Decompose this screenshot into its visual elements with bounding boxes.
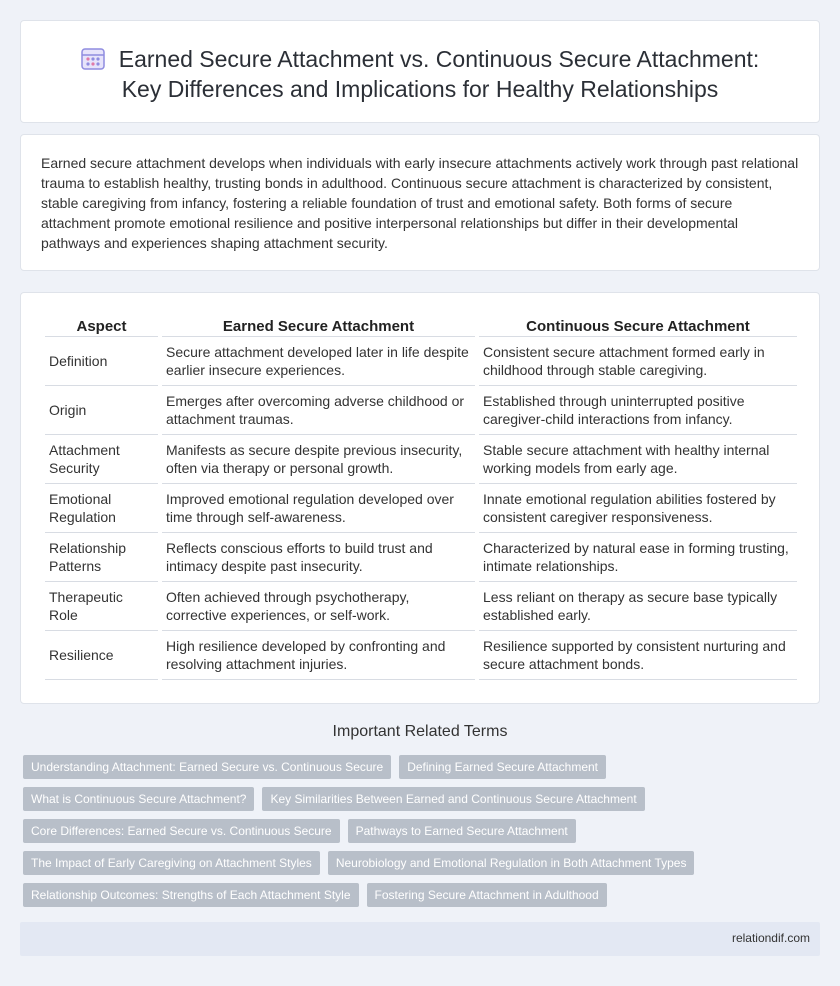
related-term-link[interactable]: Core Differences: Earned Secure vs. Continuous Secure <box>23 819 340 843</box>
table-row <box>45 484 797 533</box>
aspect-cell: Origin <box>45 386 158 435</box>
related-term-link[interactable]: The Impact of Early Caregiving on Attachment Styles <box>23 851 320 875</box>
page-title <box>21 44 819 104</box>
comparison-card <box>20 292 820 704</box>
footer <box>20 922 820 956</box>
tag-row <box>23 755 743 779</box>
title-card <box>20 20 820 123</box>
header-earned: Earned Secure Attachment <box>162 315 475 337</box>
continuous-cell: Consistent secure attachment formed early in childhood through stable caregiving. <box>479 337 797 386</box>
header-continuous: Continuous Secure Attachment <box>479 315 797 337</box>
table-row <box>45 337 797 386</box>
abacus-icon <box>81 47 105 69</box>
tag-row <box>23 787 743 811</box>
related-term-link[interactable]: Relationship Outcomes: Strengths of Each Attachment Style <box>23 883 359 907</box>
earned-cell: Improved emotional regulation developed over time through self-awareness. <box>162 484 475 533</box>
aspect-cell: Resilience <box>45 631 158 680</box>
earned-cell: Reflects conscious efforts to build trust and intimacy despite past insecurity. <box>162 533 475 582</box>
earned-cell: Often achieved through psychotherapy, corrective experiences, or self-work. <box>162 582 475 631</box>
tag-row <box>23 819 743 843</box>
aspect-cell: Definition <box>45 337 158 386</box>
intro-card <box>20 134 820 271</box>
related-term-link[interactable]: Pathways to Earned Secure Attachment <box>348 819 576 843</box>
continuous-cell: Characterized by natural ease in forming trusting, intimate relationships. <box>479 533 797 582</box>
aspect-cell: Relationship Patterns <box>45 533 158 582</box>
table-header-row <box>45 315 797 337</box>
table-row <box>45 386 797 435</box>
header-aspect: Aspect <box>45 315 158 337</box>
table-row <box>45 582 797 631</box>
continuous-cell: Stable secure attachment with healthy internal working models from early age. <box>479 435 797 484</box>
aspect-cell: Therapeutic Role <box>45 582 158 631</box>
tag-row <box>23 883 743 907</box>
earned-cell: Secure attachment developed later in life despite earlier insecure experiences. <box>162 337 475 386</box>
continuous-cell: Innate emotional regulation abilities fostered by consistent caregiver responsiveness. <box>479 484 797 533</box>
table-row <box>45 533 797 582</box>
aspect-cell: Emotional Regulation <box>45 484 158 533</box>
title-line-2: Key Differences and Implications for Healthy Relationships <box>121 76 719 102</box>
comparison-table <box>41 315 801 680</box>
related-term-link[interactable]: Neurobiology and Emotional Regulation in Both Attachment Types <box>328 851 695 875</box>
intro-paragraph: Earned secure attachment develops when individuals with early insecure attachments actively work through past relational trauma to establish healthy, trusting bonds in adulthood. Continuous secure attachment is characterized by consistent, stable caregiving from infancy, fostering a reliable foundation of trust and emotional safety. Both forms of secure attachment promote emotional resilience and positive interpersonal relationships but differ in their developmental pathways and experiences shaping attachment security. <box>41 155 799 251</box>
related-term-link[interactable]: What is Continuous Secure Attachment? <box>23 787 254 811</box>
table-row <box>45 631 797 680</box>
earned-cell: Emerges after overcoming adverse childhood or attachment traumas. <box>162 386 475 435</box>
title-line-1: Earned Secure Attachment vs. Continuous Secure Attachment: <box>118 46 760 72</box>
footer-site-link[interactable]: relationdif.com <box>731 931 810 945</box>
tag-row <box>23 851 743 875</box>
related-term-link[interactable]: Fostering Secure Attachment in Adulthood <box>367 883 607 907</box>
continuous-cell: Less reliant on therapy as secure base typically established early. <box>479 582 797 631</box>
earned-cell: High resilience developed by confronting and resolving attachment injuries. <box>162 631 475 680</box>
related-terms-title: Important Related Terms <box>332 723 508 740</box>
aspect-cell: Attachment Security <box>45 435 158 484</box>
related-term-link[interactable]: Defining Earned Secure Attachment <box>399 755 606 779</box>
continuous-cell: Resilience supported by consistent nurturing and secure attachment bonds. <box>479 631 797 680</box>
related-term-link[interactable]: Key Similarities Between Earned and Continuous Secure Attachment <box>262 787 644 811</box>
table-row <box>45 435 797 484</box>
earned-cell: Manifests as secure despite previous insecurity, often via therapy or personal growth. <box>162 435 475 484</box>
related-term-link[interactable]: Understanding Attachment: Earned Secure vs. Continuous Secure <box>23 755 391 779</box>
related-terms-list <box>23 755 743 915</box>
continuous-cell: Established through uninterrupted positive caregiver-child interactions from infancy. <box>479 386 797 435</box>
